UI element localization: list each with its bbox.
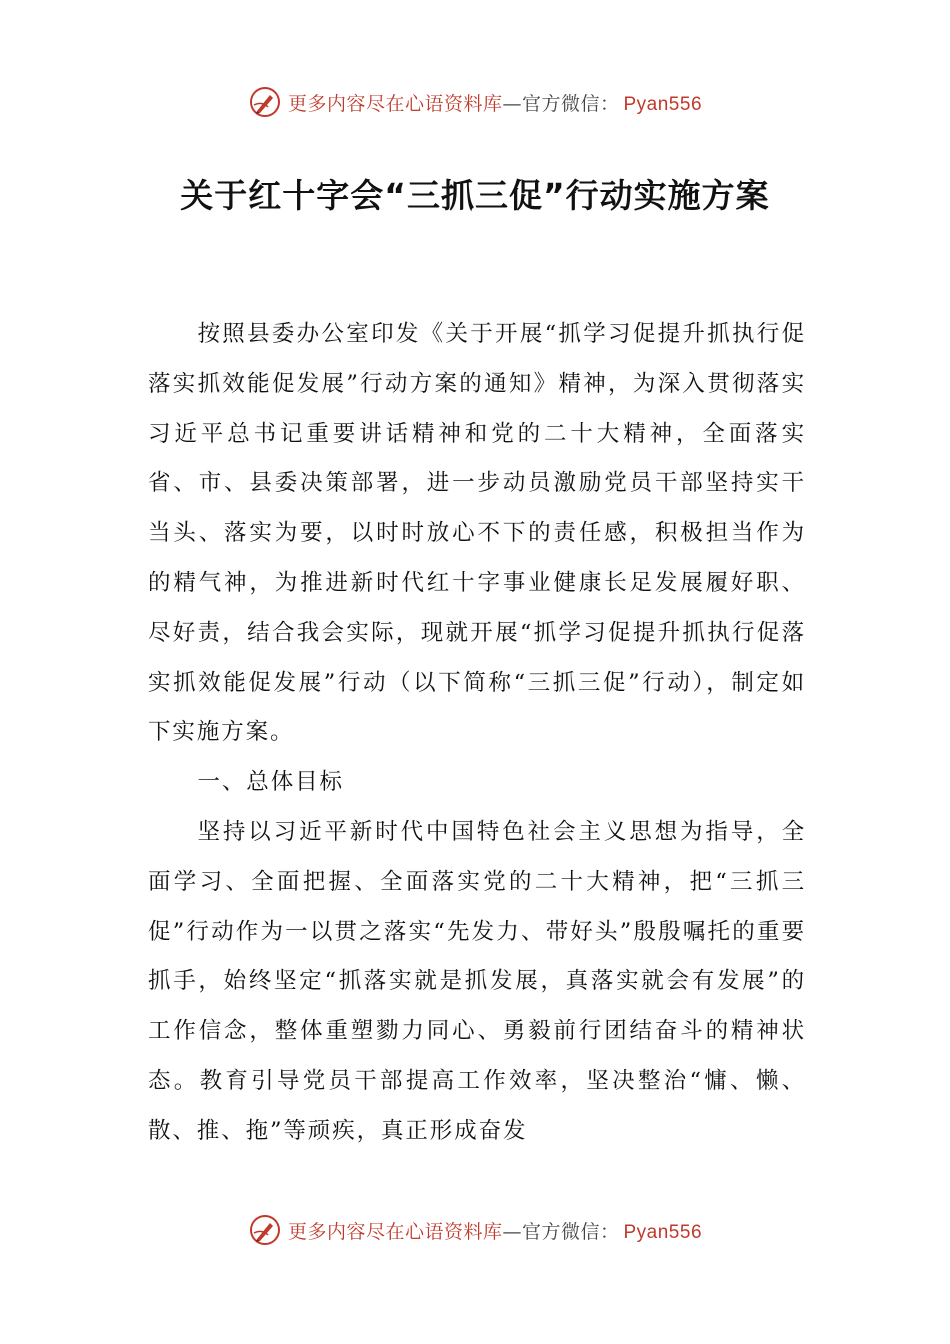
watermark-site-text: 更多内容尽在心语资料库 [287,1220,503,1243]
watermark-text [288,1217,702,1244]
section-heading: 一、总体目标 [197,769,344,796]
watermark-text [288,89,702,116]
watermark-wechat-id: Pyan556 [623,1221,703,1243]
watermark-wechat-id: Pyan556 [623,93,703,115]
footer-watermark [0,1210,950,1250]
document-body [148,310,806,1157]
watermark-site-text: 更多内容尽在心语资料库 [287,92,503,115]
watermark-dash: — [502,92,522,115]
pen-logo-icon [248,85,282,119]
watermark-dash: — [502,1220,522,1243]
document-title: 关于红十字会“三抓三促”行动实施方案 [180,176,770,215]
watermark-label: 官方微信： [521,92,620,115]
watermark-label: 官方微信： [521,1220,620,1243]
goal-paragraph: 坚持以习近平新时代中国特色社会主义思想为指导，全面学习、全面把握、全面落实党的二十大精神，把“三抓三促”行动作为一以贯之落实“先发力、带好头”殷殷嘱托的重要抓手，始终坚定“抓落实就是抓发展，真落实就会有发展”的工作信念，整体重塑勠力同心、勇毅前行团结奋斗的精神状态。教育引导党员干部提高工作效率，坚决整治“慵、懒、散、推、拖”等顽疾，真正形成奋发 [148,818,806,1144]
intro-paragraph: 按照县委办公室印发《关于开展“抓学习促提升抓执行促落实抓效能促发展”行动方案的通知》精神，为深入贯彻落实习近平总书记重要讲话精神和党的二十大精神，全面落实省、市、县委决策部署，进一步动员激励党员干部坚持实干当头、落实为要，以时时放心不下的责任感，积极担当作为的精气神，为推进新时代红十字事业健康长足发展履好职、尽好责，结合我会实际，现就开展“抓学习促提升抓执行促落实抓效能促发展”行动（以下简称“三抓三促”行动），制定如下实施方案。 [148,321,806,746]
pen-logo-icon [248,1213,282,1247]
header-watermark [0,82,950,122]
